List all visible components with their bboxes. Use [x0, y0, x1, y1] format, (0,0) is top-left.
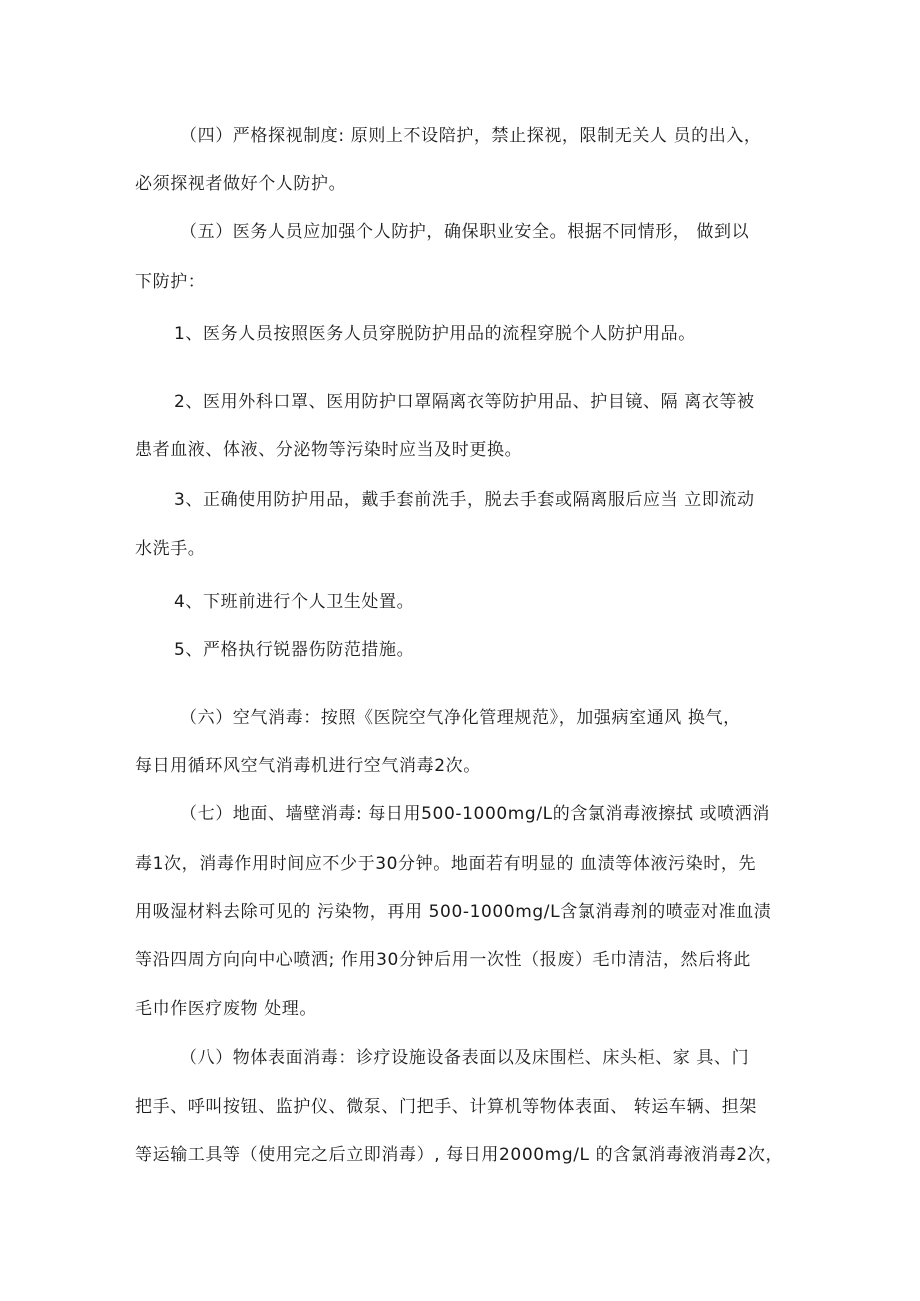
section-7-line-3: 用吸湿材料去除可见的 污染物，再用 500-1000mg/L含氯消毒剂的喷壶对准血渍: [135, 902, 772, 922]
section-4-line-2: 必须探视者做好个人防护。: [135, 174, 347, 194]
item-4: 4、下班前进行个人卫生处置。: [174, 592, 415, 612]
section-8-line-1: （八）物体表面消毒：诊疗设施设备表面以及床围栏、床头柜、家 具、门: [180, 1048, 750, 1068]
section-7-line-5: 毛巾作医疗废物 处理。: [135, 999, 318, 1019]
section-5-line-1: （五）医务人员应加强个人防护，确保职业安全。根据不同情形， 做到以: [180, 222, 750, 242]
item-5: 5、严格执行锐器伤防范措施。: [174, 640, 415, 660]
item-2-line-2: 患者血液、体液、分泌物等污染时应当及时更换。: [135, 440, 523, 460]
section-8-line-3: 等运输工具等（使用完之后立即消毒）, 每日用2000mg/L 的含氯消毒液消毒2次，: [135, 1145, 784, 1165]
item-3-line-2: 水洗手。: [135, 539, 206, 559]
section-7-line-2: 毒1次，消毒作用时间应不少于30分钟。地面若有明显的 血渍等体液污染时，先: [135, 854, 757, 874]
section-7-line-4: 等沿四周方向向中心喷洒; 作用30分钟后用一次性（报废）毛巾清洁，然后将此: [135, 950, 751, 970]
section-6-line-1: （六）空气消毒：按照《医院空气净化管理规范》，加强病室通风 换气，: [180, 708, 741, 728]
item-2-line-1: 2、医用外科口罩、医用防护口罩隔离衣等防护用品、护目镜、隔 离衣等被: [174, 392, 755, 412]
section-4-line-1: （四）严格探视制度: 原则上不设陪护，禁止探视，限制无关人 员的出入，: [180, 126, 762, 146]
section-6-line-2: 每日用循环风空气消毒机进行空气消毒2次。: [135, 756, 481, 776]
section-8-line-2: 把手、呼叫按钮、监护仪、微泵、门把手、计算机等物体表面、 转运车辆、担架: [135, 1097, 758, 1117]
item-3-line-1: 3、正确使用防护用品，戴手套前洗手，脱去手套或隔离服后应当 立即流动: [174, 490, 755, 510]
item-1: 1、医务人员按照医务人员穿脱防护用品的流程穿脱个人防护用品。: [174, 324, 696, 344]
section-7-line-1: （七）地面、墙壁消毒: 每日用500-1000mg/L的含氯消毒液擦拭 或喷洒消: [180, 804, 770, 824]
section-5-line-2: 下防护：: [135, 272, 206, 292]
